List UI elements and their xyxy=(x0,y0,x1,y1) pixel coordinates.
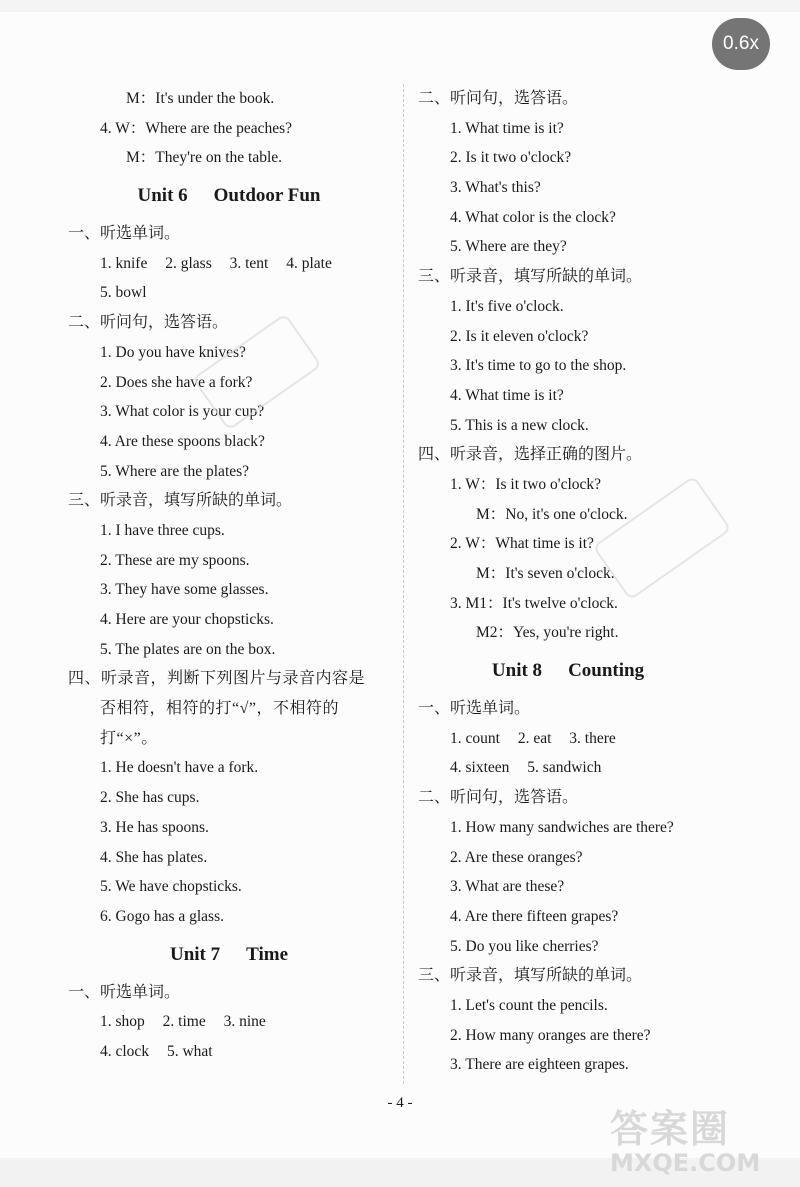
unit-number: Unit 8 xyxy=(491,660,543,682)
list-item: 4. What time is it? xyxy=(450,386,564,404)
word-option: 3. tent xyxy=(229,254,269,272)
list-item: 1. How many sandwiches are there? xyxy=(450,818,674,836)
list-item: 1. It's five o'clock. xyxy=(450,297,564,315)
list-item: 3. It's time to go to the shop. xyxy=(450,357,627,375)
unit-name: Outdoor Fun xyxy=(213,185,321,207)
word-option: 1. knife xyxy=(100,254,148,272)
list-item: 2. She has cups. xyxy=(100,789,200,807)
section-heading: 三、听录音，填写所缺的单词。 xyxy=(418,268,643,286)
list-item: 3. He has spoons. xyxy=(100,818,209,836)
logo-english: MXQE.COM xyxy=(610,1149,761,1177)
list-item: 5. This is a new clock. xyxy=(450,416,589,434)
list-item: 2. Is it eleven o'clock? xyxy=(450,327,589,345)
list-item: 2. Are these oranges? xyxy=(450,848,583,866)
unit-name: Time xyxy=(246,943,289,965)
list-item: 3. What color is your cup? xyxy=(100,403,265,421)
section-heading: 一、听选单词。 xyxy=(418,700,531,718)
unit-name: Counting xyxy=(568,660,645,682)
dialog-line: 1. W：Is it two o'clock? xyxy=(450,475,602,493)
list-item: 3. There are eighteen grapes. xyxy=(450,1056,629,1074)
dialog-line: M2：Yes, you're right. xyxy=(476,624,619,642)
list-item: 5. We have chopsticks. xyxy=(100,878,242,896)
top-bar xyxy=(0,0,800,12)
list-item: 6. Gogo has a glass. xyxy=(100,907,224,925)
list-item: 3. What's this? xyxy=(450,179,541,197)
list-item: 2. These are my spoons. xyxy=(100,551,250,569)
section-heading: 四、听录音，选择正确的图片。 xyxy=(418,446,643,464)
word-option: 2. time xyxy=(162,1013,206,1031)
list-item: 1. Do you have knives? xyxy=(100,343,246,361)
list-item: 2. How many oranges are there? xyxy=(450,1026,651,1044)
dialog-line: 2. W：What time is it? xyxy=(450,535,594,553)
word-option: 5. bowl xyxy=(100,284,147,302)
section-heading xyxy=(68,664,390,753)
list-item: 1. I have three cups. xyxy=(100,521,225,539)
unit-6-title xyxy=(68,173,390,219)
section-heading: 二、听问句，选答语。 xyxy=(418,90,579,107)
word-option: 4. plate xyxy=(286,254,332,272)
dialog-line: M：They're on the table. xyxy=(126,149,283,167)
list-item: 1. Let's count the pencils. xyxy=(450,996,608,1014)
unit-8-title xyxy=(418,648,718,694)
word-option: 4. clock xyxy=(100,1042,150,1060)
word-option: 1. shop xyxy=(100,1013,145,1031)
unit-number: Unit 7 xyxy=(169,943,221,965)
list-item: 1. What time is it? xyxy=(450,119,564,137)
site-logo xyxy=(610,1098,790,1180)
word-option: 5. what xyxy=(166,1042,213,1060)
dialog-line: M：It's under the book. xyxy=(126,90,275,107)
list-item: 4. Are there fifteen grapes? xyxy=(450,907,619,925)
list-item: 5. Where are they? xyxy=(450,238,567,256)
section-heading: 一、听选单词。 xyxy=(68,225,181,243)
word-options-row xyxy=(418,724,718,754)
dialog-line: 4. W：Where are the peaches? xyxy=(100,119,293,137)
section-heading: 二、听问句，选答语。 xyxy=(68,314,229,332)
list-item: 4. Are these spoons black? xyxy=(100,432,265,450)
word-options-row xyxy=(418,753,718,783)
section-heading: 一、听选单词。 xyxy=(68,983,181,1001)
word-options-row xyxy=(68,1037,390,1067)
word-option: 5. sandwich xyxy=(527,759,602,777)
word-options-row xyxy=(68,1007,390,1037)
list-item: 4. She has plates. xyxy=(100,848,208,866)
unit-number: Unit 6 xyxy=(137,185,188,207)
dialog-line: M：It's seven o'clock. xyxy=(476,565,615,582)
section-heading: 三、听录音，填写所缺的单词。 xyxy=(418,967,643,985)
word-option: 1. count xyxy=(450,729,500,747)
word-options-row xyxy=(68,249,390,279)
right-column xyxy=(418,84,718,1080)
column-divider xyxy=(403,84,404,1084)
section-heading: 二、听问句，选答语。 xyxy=(418,789,579,807)
word-option: 3. nine xyxy=(223,1013,266,1031)
heading-line: 打“×”。 xyxy=(100,729,158,747)
list-item: 5. Do you like cherries? xyxy=(450,937,599,955)
list-item: 2. Is it two o'clock? xyxy=(450,149,572,167)
word-option: 2. eat xyxy=(517,729,552,747)
list-item: 4. What color is the clock? xyxy=(450,208,616,226)
list-item: 5. Where are the plates? xyxy=(100,462,250,480)
list-item: 3. What are these? xyxy=(450,878,565,896)
word-option: 3. there xyxy=(569,729,616,747)
section-heading: 三、听录音，填写所缺的单词。 xyxy=(68,492,293,510)
list-item: 2. Does she have a fork? xyxy=(100,373,253,391)
list-item: 5. The plates are on the box. xyxy=(100,640,276,658)
dialog-line: M：No, it's one o'clock. xyxy=(476,505,628,523)
word-option: 4. sixteen xyxy=(450,759,510,777)
heading-line: 四、听录音，判断下列图片与录音内容是 xyxy=(68,670,366,688)
list-item: 3. They have some glasses. xyxy=(100,581,269,599)
heading-line: 否相符，相符的打“√”，不相符的 xyxy=(100,700,339,718)
list-item: 4. Here are your chopsticks. xyxy=(100,611,274,628)
word-option: 2. glass xyxy=(165,254,212,272)
left-column xyxy=(68,84,390,1067)
page-number: - 4 - xyxy=(387,1095,413,1111)
playback-speed-button[interactable]: 0.6x xyxy=(712,18,770,70)
logo-chinese: 答案圈 xyxy=(610,1107,731,1151)
unit-7-title xyxy=(68,932,390,978)
dialog-line: 3. M1：It's twelve o'clock. xyxy=(450,594,618,612)
list-item: 1. He doesn't have a fork. xyxy=(100,759,259,777)
